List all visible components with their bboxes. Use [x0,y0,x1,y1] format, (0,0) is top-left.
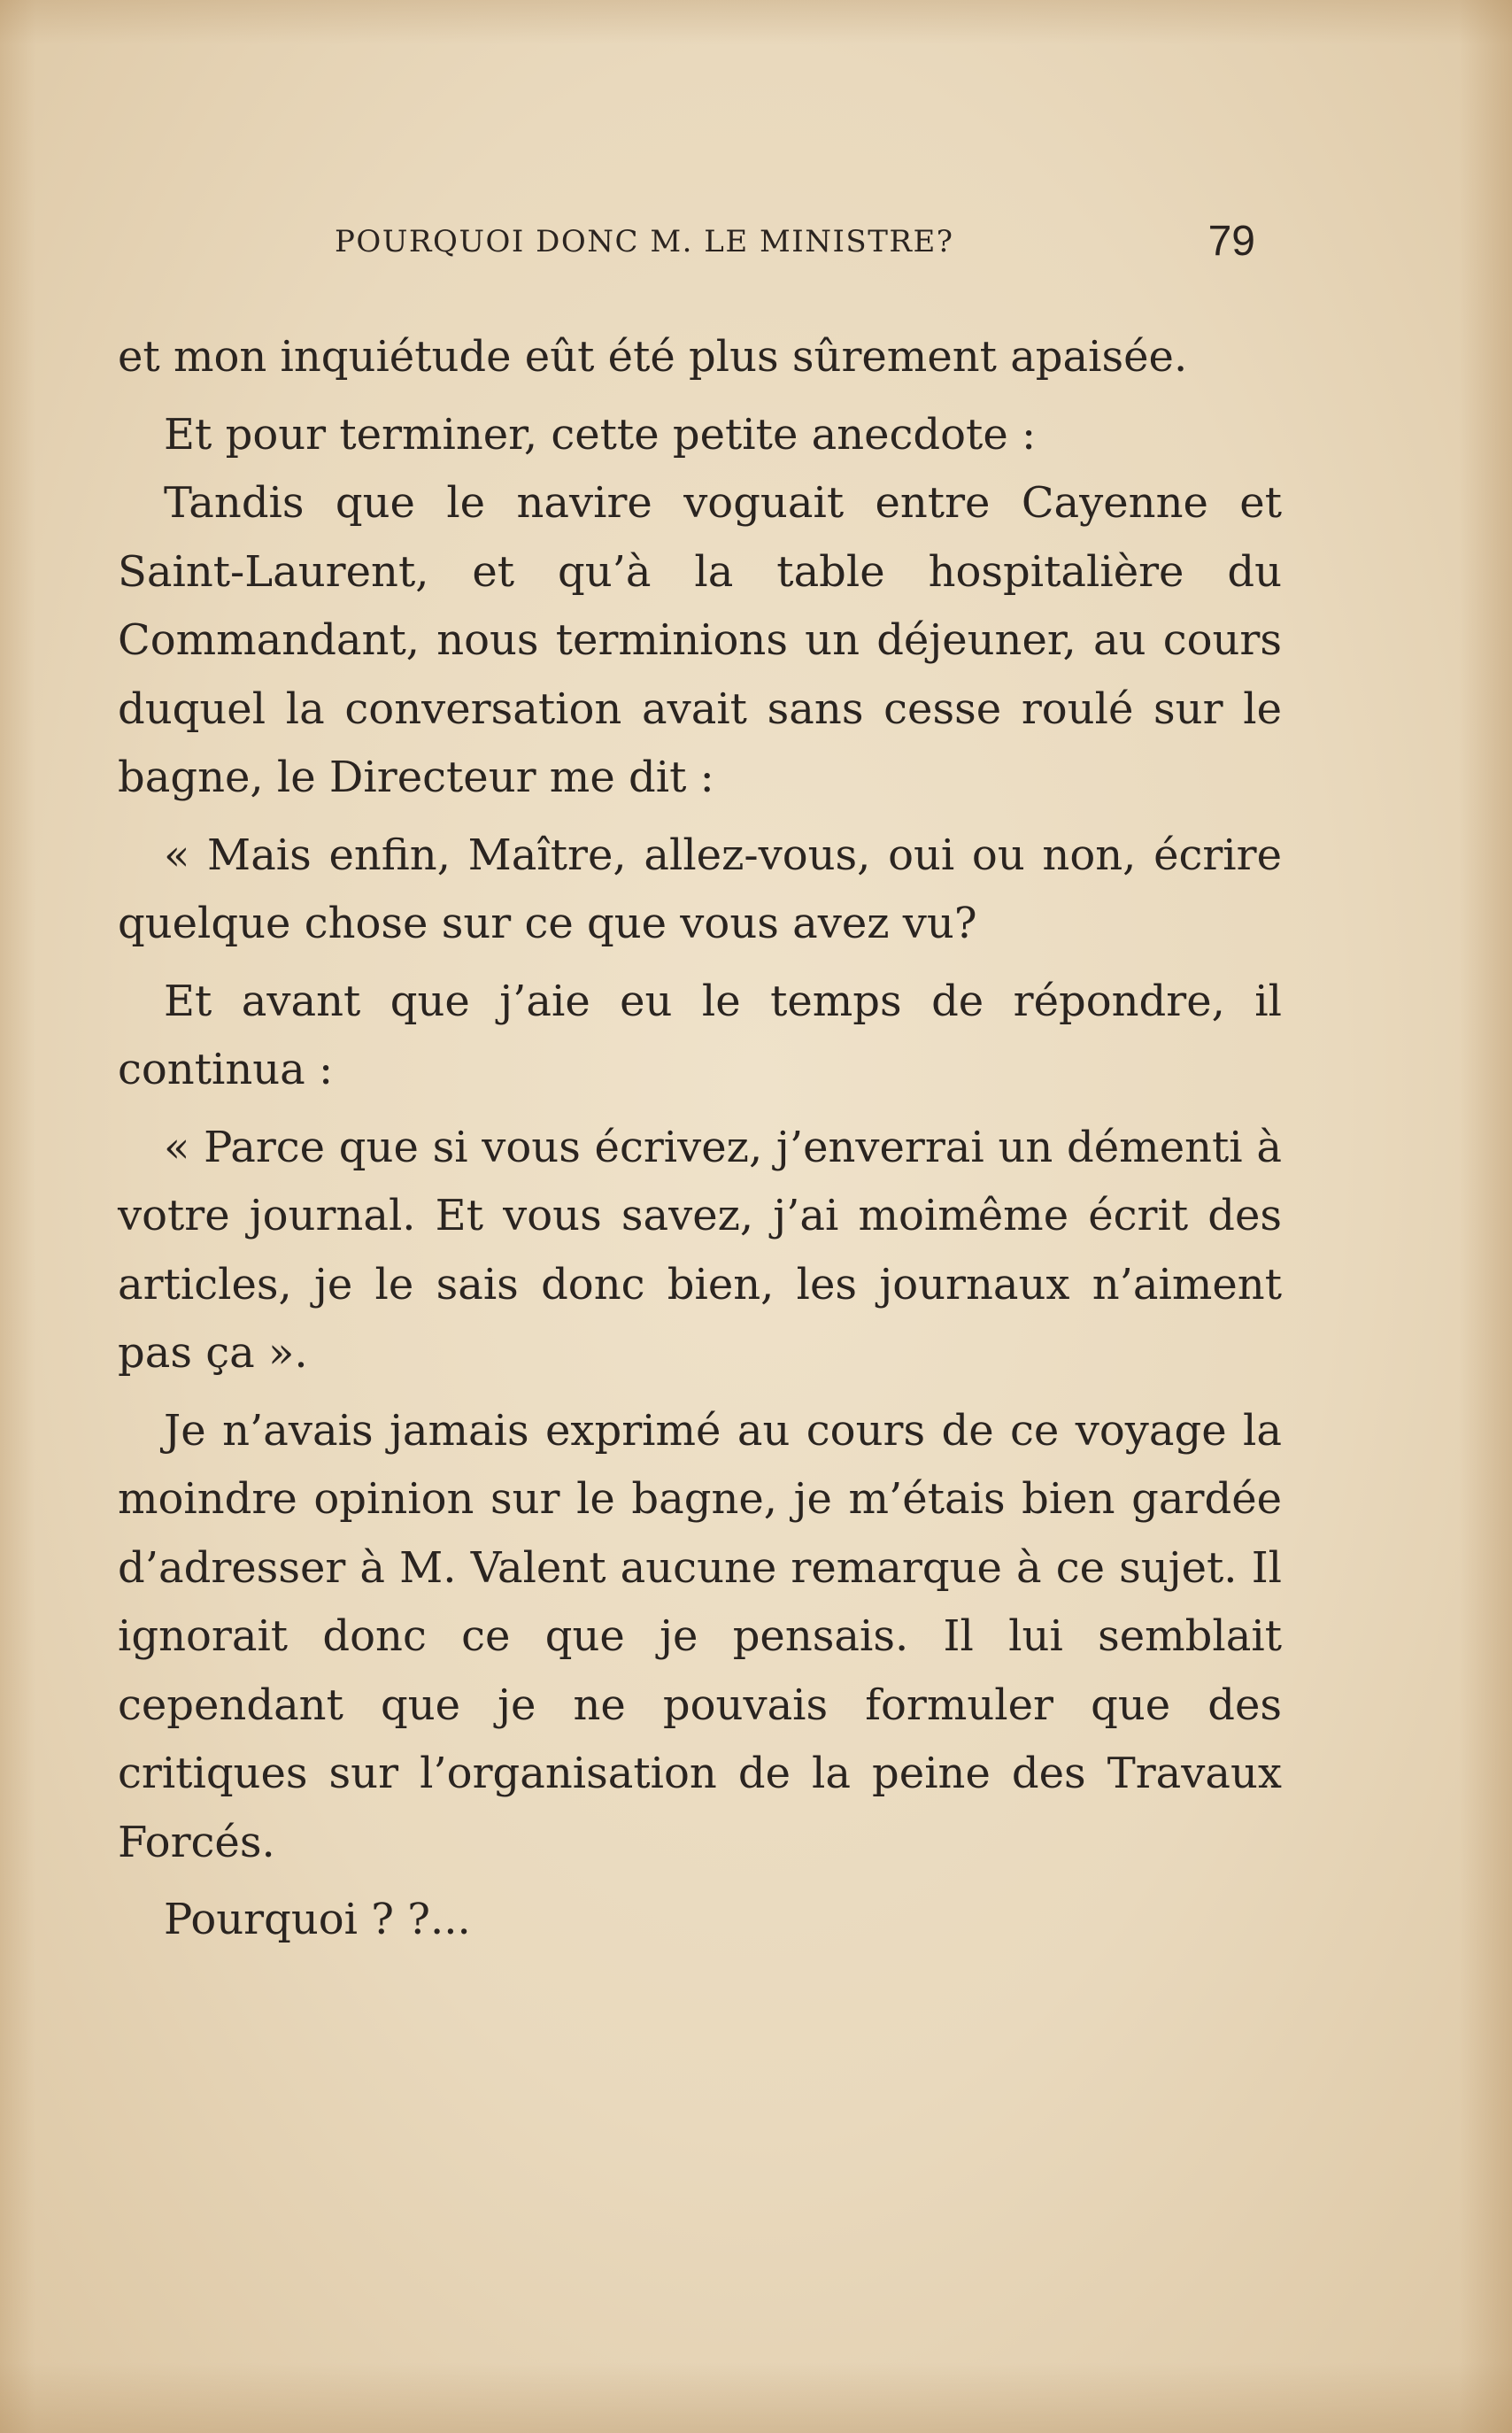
running-header [335,217,1291,265]
paragraph: Et pour terminer, cette petite anecdote : [164,409,1037,460]
paragraph-closing: Pourquoi ? ?... [164,1895,471,1944]
paragraph-continuation: et mon inquiétude eût été plus sûrement apaisée. [118,332,1188,382]
page-number: 79 [1207,218,1255,265]
paragraph-quote: « Mais enfin, Maître, allez-vous, oui ou non, écrire quelque chose sur ce que vous avez vu? [118,830,1282,948]
paragraph: Tandis que le navire voguait entre Cayenne et Saint-Laurent, et qu’à la table hospitalière du Commandant, nous terminions un déjeuner, au cours duquel la conversation avait sans cesse roulé sur le bagne, le Directeur me dit : [118,478,1282,802]
page-edge-stain-right [1459,0,1512,2433]
page-edge-stain-top [0,0,1512,44]
paragraph-quote: « Parce que si vous écrivez, j’enverrai un démenti à votre journal. Et vous savez, j’ai moimême écrit des articles, je le sais donc bien, les journaux n’aiment pas ça ». [118,1122,1282,1378]
page-edge-stain-bottom [0,2362,1512,2433]
page-body [118,323,1282,1955]
paragraph: Et avant que j’aie eu le temps de répondre, il continua : [118,976,1282,1094]
running-title: POURQUOI DONC M. LE MINISTRE? [335,224,954,259]
page-edge-stain-left [0,0,35,2433]
paragraph: Je n’avais jamais exprimé au cours de ce voyage la moindre opinion sur le bagne, je m’étais bien gardée d’adresser à M. Valent aucune remarque à ce sujet. Il ignorait donc ce que je pensais. Il lui semblait cependant que je ne pouvais formuler que des critiques sur l’organisation de la peine des Travaux Forcés. [118,1405,1282,1867]
